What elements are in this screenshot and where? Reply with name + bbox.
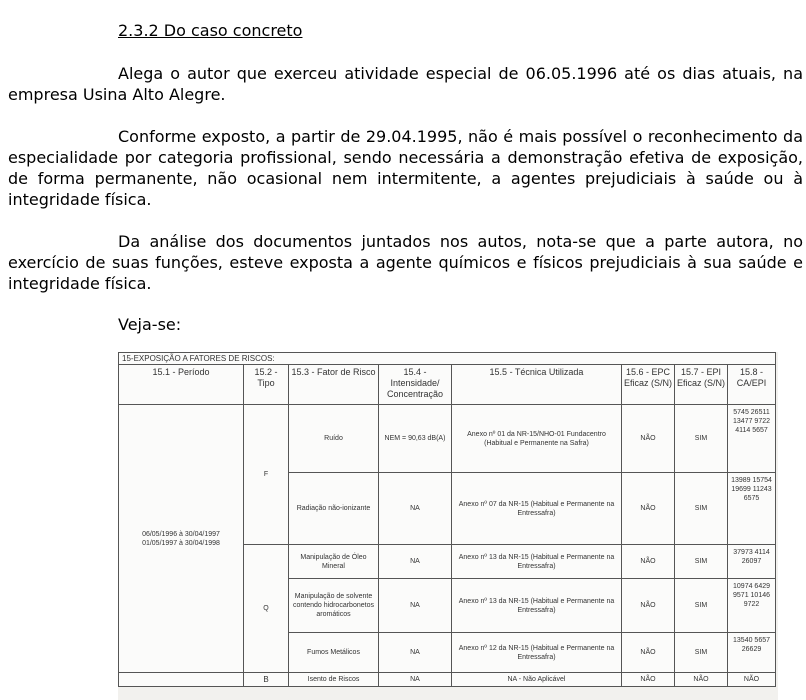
risk-exposure-table (118, 352, 776, 687)
epc-cell: NÃO (622, 673, 675, 687)
tecnica-cell: Anexo nº 12 da NR-15 (Habitual e Permanente na Entressafra) (452, 633, 622, 673)
epi-cell: SIM (675, 405, 728, 473)
paragraph-allegation (8, 63, 803, 105)
period-empty-cell (119, 673, 244, 687)
paragraph-allegation-text: Alega o autor que exerceu atividade especial de 06.05.1996 até os dias atuais, na empresa Usina Alto Alegre. (8, 64, 803, 104)
header-periodo: 15.1 - Período (119, 365, 244, 405)
epc-cell: NÃO (622, 473, 675, 545)
epi-cell: SIM (675, 633, 728, 673)
table-row (119, 405, 776, 473)
ca-cell: 5745 26511 13477 9722 4114 5657 (728, 405, 776, 473)
ca-cell: NÃO (728, 673, 776, 687)
epi-cell: NÃO (675, 673, 728, 687)
paragraph-exposition (8, 126, 803, 210)
intensidade-cell: NEM = 90,63 dB(A) (379, 405, 452, 473)
header-epc: 15.6 - EPC Eficaz (S/N) (622, 365, 675, 405)
epc-cell: NÃO (622, 633, 675, 673)
tipo-b: B (244, 673, 289, 687)
header-fator: 15.3 - Fator de Risco (289, 365, 379, 405)
header-tipo: 15.2 - Tipo (244, 365, 289, 405)
header-tecnica: 15.5 - Técnica Utilizada (452, 365, 622, 405)
ca-cell: 13540 5657 26629 (728, 633, 776, 673)
epc-cell: NÃO (622, 579, 675, 633)
tecnica-cell: Anexo nº 13 da NR-15 (Habitual e Permanente na Entressafra) (452, 545, 622, 579)
intensidade-cell: NA (379, 633, 452, 673)
paragraph-analysis-text: Da análise dos documentos juntados nos autos, nota-se que a parte autora, no exercício de suas funções, esteve exposta a agente químicos e físicos prejudiciais à sua saúde e integridade física. (8, 232, 803, 293)
period-line-1: 06/05/1996 à 30/04/1997 (142, 530, 220, 538)
tecnica-cell: Anexo nº 13 da NR-15 (Habitual e Permanente na Entressafra) (452, 579, 622, 633)
paragraph-exposition-text: Conforme exposto, a partir de 29.04.1995, não é mais possível o reconhecimento da especialidade por categoria profissional, sendo necessária a demonstração efetiva de exposição, de forma permanente, não ocasional nem intermitente, a agentes prejudiciais à saúde ou à integridade física. (8, 127, 803, 209)
intensidade-cell: NA (379, 673, 452, 687)
epc-cell: NÃO (622, 545, 675, 579)
risk-exposure-table-scan (118, 352, 778, 700)
epi-cell: SIM (675, 545, 728, 579)
fator-cell: Fumos Metálicos (289, 633, 379, 673)
fator-cell: Manipulação de Óleo Mineral (289, 545, 379, 579)
paragraph-analysis (8, 231, 803, 294)
epi-cell: SIM (675, 473, 728, 545)
fator-cell: Isento de Riscos (289, 673, 379, 687)
intensidade-cell: NA (379, 545, 452, 579)
tipo-q: Q (244, 545, 289, 673)
epc-cell: NÃO (622, 405, 675, 473)
table-header-row (119, 365, 776, 405)
tecnica-cell: Anexo nº 07 da NR-15 (Habitual e Permanente na Entressafra) (452, 473, 622, 545)
header-intensidade: 15.4 - Intensidade/ Concentração (379, 365, 452, 405)
fator-cell: Manipulação de solvente contendo hidrocarbonetos aromáticos (289, 579, 379, 633)
period-cell (119, 405, 244, 673)
ca-cell: 10974 6429 9571 10146 9722 (728, 579, 776, 633)
veja-se-label: Veja-se: (118, 315, 182, 334)
period-line-2: 01/05/1997 à 30/04/1998 (142, 539, 220, 547)
section-title: 2.3.2 Do caso concreto (118, 21, 303, 40)
intensidade-cell: NA (379, 579, 452, 633)
fator-cell: Radiação não-ionizante (289, 473, 379, 545)
tecnica-cell: NA - Não Aplicável (452, 673, 622, 687)
table-row (119, 673, 776, 687)
fator-cell: Ruído (289, 405, 379, 473)
header-ca: 15.8 - CA/EPI (728, 365, 776, 405)
ca-cell: 13989 15754 19699 11243 6575 (728, 473, 776, 545)
table-title: 15-EXPOSIÇÃO A FATORES DE RISCOS: (119, 353, 776, 365)
intensidade-cell: NA (379, 473, 452, 545)
tecnica-cell: Anexo nº 01 da NR-15/NHO-01 Fundacentro (Habitual e Permanente na Safra) (452, 405, 622, 473)
epi-cell: SIM (675, 579, 728, 633)
header-epi: 15.7 - EPI Eficaz (S/N) (675, 365, 728, 405)
tipo-f: F (244, 405, 289, 545)
ca-cell: 37973 4114 26097 (728, 545, 776, 579)
